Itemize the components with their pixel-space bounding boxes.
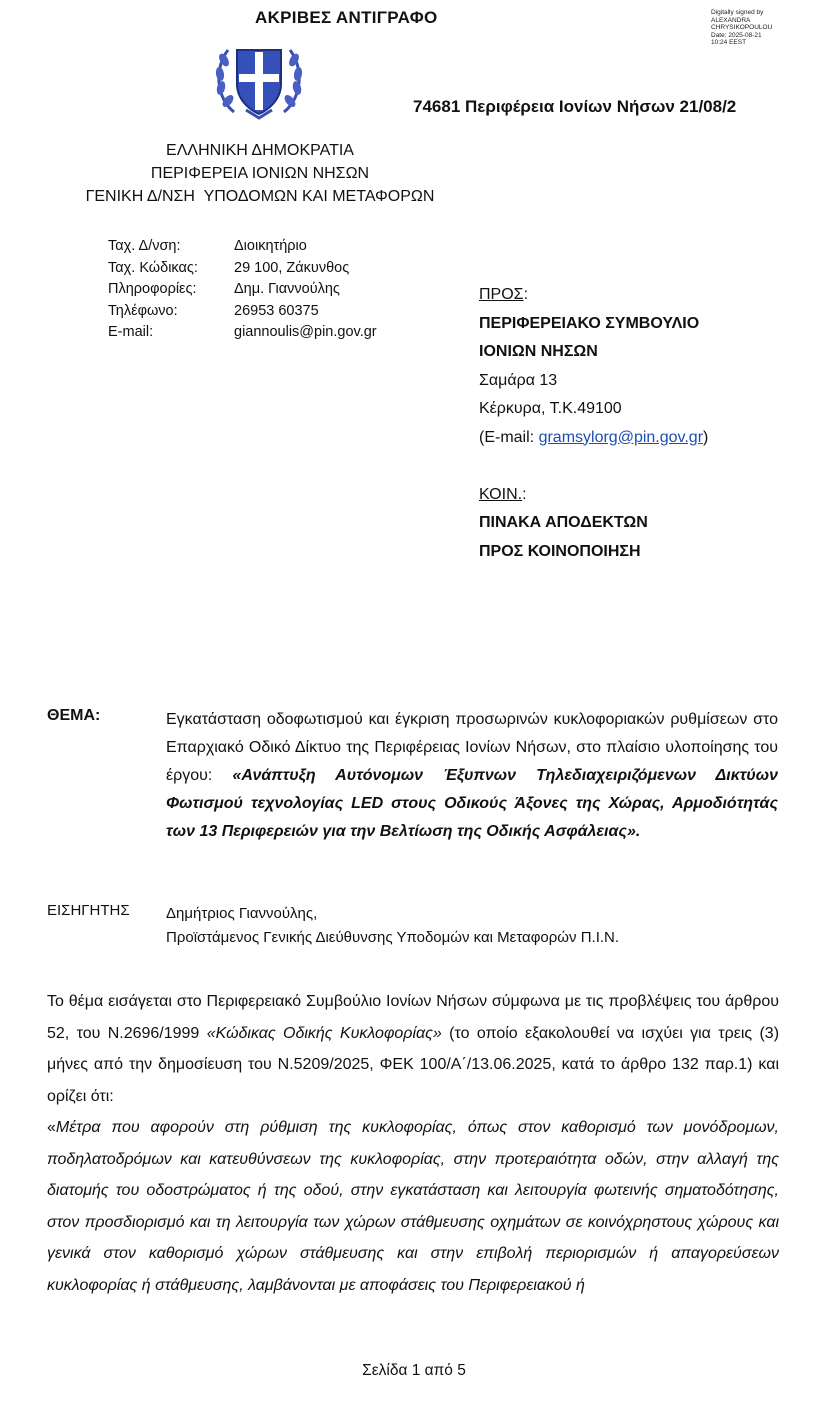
subject-main: Εγκατάσταση οδοφωτισμού και έγκριση προσωρινών κυκλοφοριακών ρυθμίσεων στο Επαρχιακό Οδικό Δίκτυο της Περιφέρειας Ιονίων Νήσων, στο πλαίσιο υλοποίησης του έργου: bbox=[166, 711, 778, 784]
cc-label: ΚΟΙΝ. bbox=[479, 485, 523, 503]
contact-value: 29 100, Ζάκυνθος bbox=[234, 259, 350, 276]
cc-heading bbox=[479, 481, 708, 510]
digital-signature bbox=[711, 9, 772, 47]
contact-value: Δημ. Γιαννούλης bbox=[234, 281, 340, 297]
recipient-address-line: Σαμάρα 13 bbox=[479, 371, 558, 389]
reporter-title: Προϊστάμενος Γενικής Διεύθυνσης Υποδομών και Μεταφορών Π.Ι.Ν. bbox=[166, 929, 620, 946]
contact-row bbox=[108, 258, 377, 280]
protocol-number: 74681 Περιφέρεια Ιονίων Νήσων 21/08/2 bbox=[413, 97, 737, 116]
issuer-line: ΠΕΡΙΦΕΡΕΙΑ ΙΟΝΙΩΝ ΝΗΣΩΝ bbox=[150, 165, 370, 182]
quoted-law-paragraph bbox=[47, 1112, 779, 1301]
page-number: Σελίδα 1 από 5 bbox=[362, 1362, 466, 1379]
contact-value: 26953 60375 bbox=[234, 302, 319, 319]
recipient-email-link[interactable]: gramsylorg@pin.gov.gr bbox=[538, 428, 704, 446]
body-p1-start: Το θέμα εισάγεται στο Περιφερειακό Συμβούλιο Ιονίων Νήσων σύμφωνα με τις προβλέψεις του άρθρου 52, του Ν.2696/1999 bbox=[47, 993, 779, 1042]
recipient-name-line: ΙΟΝΙΩΝ ΝΗΣΩΝ bbox=[479, 343, 598, 360]
traffic-code-title: «Κώδικας Οδικής Κυκλοφορίας» bbox=[206, 1024, 442, 1042]
quoted-law-text: Μέτρα που αφορούν στη ρύθμιση της κυκλοφορίας, όπως στον καθορισμό των μονόδρομων, ποδηλατοδρόμων και κατευθύνσεων της κυκλοφορίας, στην προτεραιότητα οδών, στην αλλαγή της διατομής του οδοστρώματος ή της οδού, στην εγκατάσταση και λειτουργία φωτεινής σηματοδότησης, στον προσδιορισμό και τη λειτουργία των χώρων στάθμευσης οχημάτων σε κοινόχρηστους χώρους και γενικά στον καθορισμό χώρων στάθμευσης και στην επιβολή περιορισμών ή απαγορεύσεων κυκλοφορίας ή στάθμευσης, λαμβάνονται με αποφάσεις του Περιφερειακού ή bbox=[47, 1119, 779, 1294]
body-text bbox=[47, 986, 779, 1301]
email-prefix: (E-mail: bbox=[479, 428, 539, 446]
subject-project-title: «Ανάπτυξη Αυτόνομων Έξυπνων Τηλεδιαχειριζόμενων Δικτύων Φωτισμού τεχνολογίας LED στους Οδικούς Άξονες της Χώρας, Αρμοδιότητάς των 13 Περιφερειών για την Βελτίωση της Οδικής Ασφάλειας». bbox=[166, 767, 778, 840]
contact-row bbox=[108, 301, 377, 323]
body-paragraph bbox=[47, 986, 779, 1112]
issuer-line: ΕΛΛΗΝΙΚΗ ΔΗΜΟΚΡΑΤΙΑ bbox=[166, 142, 354, 159]
contact-label: E-mail: bbox=[108, 324, 154, 340]
signature-line: Date: 2025-08-21 bbox=[711, 31, 762, 39]
greek-coat-of-arms-icon bbox=[210, 38, 308, 120]
contact-row bbox=[108, 279, 377, 301]
contact-row bbox=[108, 236, 377, 258]
to-heading bbox=[479, 281, 708, 310]
contact-row bbox=[108, 322, 377, 344]
subject-label: ΘΕΜΑ: bbox=[47, 707, 101, 724]
reporter-label: ΕΙΣΗΓΗΤΗΣ bbox=[47, 902, 130, 919]
contact-value: Διοικητήριο bbox=[234, 238, 307, 254]
to-colon: : bbox=[523, 286, 529, 303]
signature-line: Digitally signed by bbox=[711, 9, 764, 16]
reporter-name: Δημήτριος Γιαννούλης, bbox=[166, 905, 318, 922]
contact-details bbox=[108, 236, 377, 344]
recipient-block bbox=[479, 281, 708, 566]
recipient-address-line: Κέρκυρα, Τ.Κ.49100 bbox=[479, 400, 622, 417]
recipient-name-line: ΠΕΡΙΦΕΡΕΙΑΚΟ ΣΥΜΒΟΥΛΙΟ bbox=[479, 314, 700, 332]
to-label: ΠΡΟΣ bbox=[479, 286, 524, 303]
quote-mark: « bbox=[47, 1119, 56, 1136]
issuer-line: ΓΕΝΙΚΗ Δ/ΝΣΗ ΥΠΟΔΟΜΩΝ ΚΑΙ ΜΕΤΑΦΟΡΩΝ bbox=[85, 188, 435, 205]
reporter-block bbox=[166, 902, 619, 950]
issuer-header bbox=[40, 139, 480, 208]
contact-label: Πληροφορίες: bbox=[108, 281, 197, 297]
subject-text bbox=[166, 706, 778, 846]
contact-label: Ταχ. Δ/νση: bbox=[108, 238, 181, 254]
certified-copy-stamp: ΑΚΡΙΒΕΣ ΑΝΤΙΓΡΑΦΟ bbox=[255, 8, 438, 27]
contact-label: Τηλέφωνο: bbox=[108, 302, 178, 319]
email-suffix: ) bbox=[703, 428, 709, 446]
body-p1-end: (το οποίο εξακολουθεί να ισχύει για τρεις (3) μήνες από την δημοσίευση του Ν.5209/2025, ΦΕΚ 100/Α΄/13.06.2025, κατά το άρθρο 132 παρ.1) και ορίζει ότι: bbox=[47, 1024, 780, 1105]
signature-line: CHRYSIKOPOULOU bbox=[711, 24, 773, 31]
contact-email: giannoulis@pin.gov.gr bbox=[234, 324, 377, 340]
contact-label: Ταχ. Κώδικας: bbox=[108, 259, 198, 276]
signature-line: ALEXANDRA bbox=[711, 16, 751, 24]
cc-line: ΠΙΝΑΚΑ ΑΠΟΔΕΚΤΩΝ bbox=[479, 514, 648, 531]
recipient-email-line bbox=[479, 424, 708, 453]
cc-line: ΠΡΟΣ ΚΟΙΝΟΠΟΙΗΣΗ bbox=[479, 542, 641, 560]
signature-line: 10:24 EEST bbox=[711, 39, 747, 46]
cc-colon: : bbox=[522, 485, 527, 503]
